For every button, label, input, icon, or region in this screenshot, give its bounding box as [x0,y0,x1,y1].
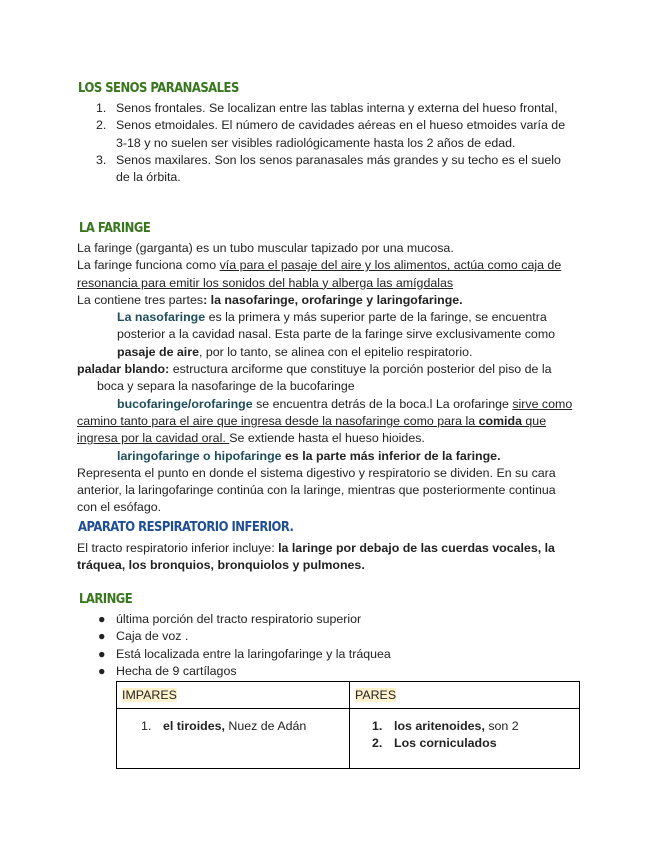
list-item: 1. los aritenoides, son 2 [372,719,519,733]
heading-la-faringe: LA FARINGE [79,220,151,236]
list-item: ● Está localizada entre la laringofaringe y la tráquea [98,646,391,661]
paragraph: La faringe funciona como vía para el pasaje del aire y los alimentos, actúa como caja de resonancia para emitir los sonidos del habla y alberga las amígdalas [77,258,562,290]
paragraph: Representa el punto en donde el sistema digestivo y respiratorio se dividen. En su cara anterior, la laringofaringe continúa con la laringe, mientras que posteriormente continua con el esófago. [77,465,556,515]
senos-list [96,100,566,186]
list-item: 2. Senos etmoidales. El número de cavidades aéreas en el hueso etmoides varía de 3-18 y no suelen ser visibles radiológicamente hasta los 2 años de edad. [96,118,566,150]
list-item: 3. Senos maxilares. Son los senos paranasales más grandes y su techo es el suelo de la órbita. [96,152,561,185]
list-item: 1. el tiroides, Nuez de Adán [141,719,307,733]
paragraph: La contiene tres partes: la nasofaringe, orofaringe y laringofaringe. [77,292,463,307]
list-item: 1. Senos frontales. Se localizan entre las tablas interna y externa del hueso frontal, [96,101,558,115]
laringe-list [96,611,576,680]
paragraph-laringofaringe: laringofaringe o hipofaringe es la parte más inferior de la faringe. [117,448,501,463]
table-cell-impares [117,709,350,769]
aparato-body: El tracto respiratorio inferior incluye: la laringe por debajo de las cuerdas vocales, la tráquea, los bronquios, bronquiolos y pulmones. [77,541,555,573]
paragraph-nasofaringe: La nasofaringe es la primera y más superior parte de la faringe, se encuentra posterior a la cavidad nasal. Esta parte de la faringe sirve exclusivamente como pasaje de aire, por lo tanto, se alinea con el epitelio respiratorio. [117,310,556,359]
faringe-body [77,240,577,517]
list-item: 2. Los corniculados [372,736,497,750]
paragraph-orofaringe: bucofaringe/orofaringe se encuentra detrás de la boca.l La orofaringe sirve como camino tanto para el aire que ingresa desde la nasofaringe como para la comida que ingresa por la cavidad oral. Se extiende hasta el hueso hioides. [77,396,573,446]
heading-aparato-respiratorio: APARATO RESPIRATORIO INFERIOR. [78,519,294,535]
list-item: ● Caja de voz . [98,629,189,644]
list-item: ● Hecha de 9 cartílagos [98,663,237,678]
paragraph-paladar: paladar blando: estructura arciforme que constituye la porción posterior del piso de la boca y separa la nasofaringe de la bucofaringe [77,362,552,394]
table-cell-pares [350,709,580,769]
table-header-impares: IMPARES [117,682,350,709]
heading-laringe: LARINGE [79,591,133,607]
list-item: ● última porción del tracto respiratorio superior [98,612,362,626]
table-header-pares: PARES [350,682,580,709]
paragraph: La faringe (garganta) es un tubo muscular tapizado por una mucosa. [77,241,454,255]
heading-senos-paranasales: LOS SENOS PARANASALES [78,80,239,96]
cartilagos-table [116,681,580,769]
